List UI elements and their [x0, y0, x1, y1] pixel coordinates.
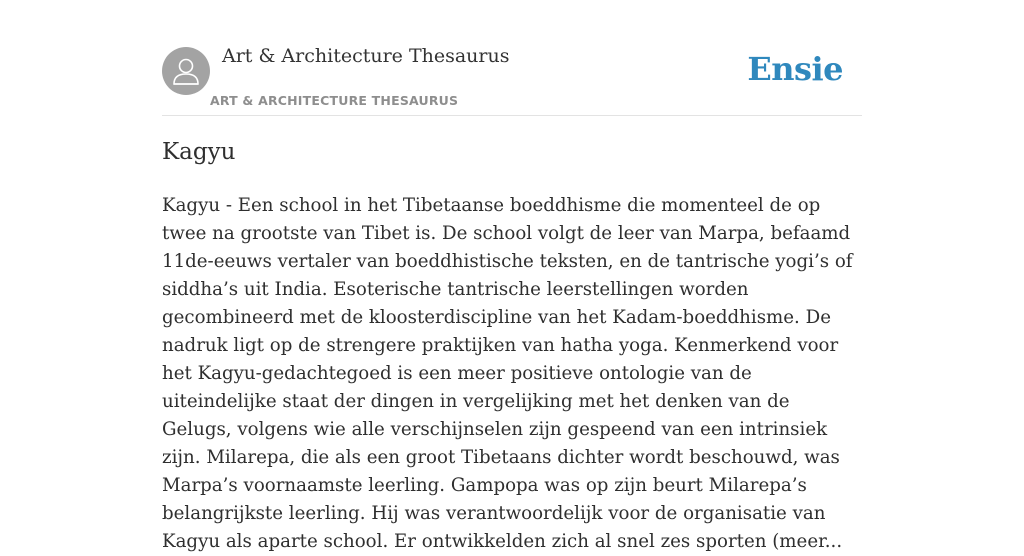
page-title: Kagyu: [162, 139, 236, 165]
user-icon: [162, 47, 210, 95]
author-header: [162, 40, 862, 116]
author-name[interactable]: Art & Architecture Thesaurus: [222, 45, 510, 67]
author-subtitle[interactable]: ART & ARCHITECTURE THESAURUS: [210, 93, 459, 108]
definition-text: Kagyu - Een school in het Tibetaanse boeddhisme die momenteel de op twee na grootste van Tibet is. De school volgt de leer van Marpa, befaamd 11de-eeuws vertaler van boeddhistische teksten, en de tantrische yogi’s of siddha’s uit India. Esoterische tantrische leerstellingen worden gecombineerd met de kloosterdiscipline van het Kadam-boeddhisme. De nadruk ligt op de strengere praktijken van hatha yoga. Kenmerkend voor het Kagyu-gedachtegoed is een meer positieve ontologie van de uiteindelijke staat der dingen in vergelijking met het denken van de Gelugs, volgens wie alle verschijnselen zijn gespeend van een intrinsiek zijn. Milarepa, die als een groot Tibetaans dichter wordt beschouwd, was Marpa’s voornaamste leerling. Gampopa was op zijn beurt Milarepa’s belangrijkste leerling. Hij was verantwoordelijk voor de organisatie van Kagyu als aparte school. Er ontwikkelden zich al snel zes sporten (meer...: [162, 195, 853, 552]
brand-logo[interactable]: Ensie: [747, 50, 843, 88]
avatar[interactable]: [162, 47, 210, 95]
